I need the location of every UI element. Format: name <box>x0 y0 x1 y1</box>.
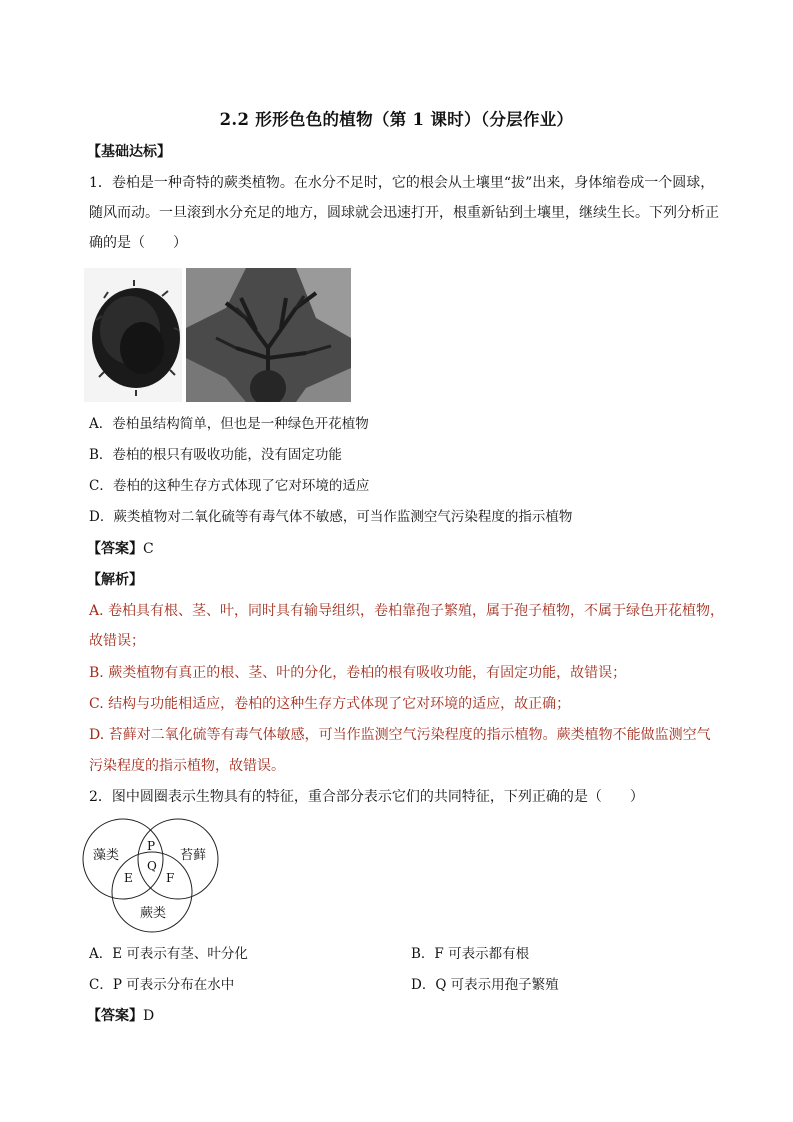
q2-option-a: A．E 可表示有茎、叶分化 <box>89 946 248 962</box>
q1-analysis-line-3: B. 蕨类植物有真正的根、茎、叶的分化，卷柏的根有吸收功能，有固定功能，故错误； <box>89 665 627 681</box>
section-heading: 【基础达标】 <box>87 144 171 160</box>
venn-label-e: E <box>124 871 133 885</box>
venn-label-q: Q <box>147 859 157 873</box>
q1-answer <box>87 539 154 559</box>
q1-option-b: B．卷柏的根只有吸收功能，没有固定功能 <box>89 447 342 463</box>
venn-label-algae: 藻类 <box>93 848 120 863</box>
q1-analysis-line-6: 污染程度的指示植物，故错误。 <box>89 758 285 774</box>
q1-option-d: D．蕨类植物对二氧化硫等有毒气体不敏感，可当作监测空气污染程度的指示植物 <box>89 509 573 525</box>
q2-option-c: C．P 可表示分布在水中 <box>89 977 235 993</box>
q1-stem-line-3: 确的是（ ） <box>89 235 187 251</box>
q1-analysis-line-1: A. 卷柏具有根、茎、叶，同时具有输导组织，卷柏靠孢子繁殖，属于孢子植物，不属于绿色开花植物， <box>89 603 725 619</box>
q2-stem: 2．图中圆圈表示生物具有的特征，重合部分表示它们的共同特征，下列正确的是（ ） <box>89 789 644 805</box>
q1-analysis-line-2: 故错误； <box>89 633 145 649</box>
q1-analysis-line-5: D. 苔藓对二氧化硫等有毒气体敏感，可当作监测空气污染程度的指示植物。蕨类植物不能做监测空气 <box>89 727 711 743</box>
venn-label-f: F <box>166 871 175 885</box>
q2-answer-value: D <box>143 1008 155 1024</box>
q1-analysis-line-4: C. 结构与功能相适应，卷柏的这种生存方式体现了它对环境的适应，故正确； <box>89 696 571 712</box>
open-selaginella-photo <box>186 268 351 402</box>
q1-stem-line-1: 1．卷柏是一种奇特的蕨类植物。在水分不足时，它的根会从土壤里“拔”出来，身体缩卷成一个圆球， <box>89 175 715 191</box>
q1-option-c: C．卷柏的这种生存方式体现了它对环境的适应 <box>89 478 370 494</box>
venn-label-moss: 苔藓 <box>180 848 207 863</box>
q2-option-b: B．F 可表示都有根 <box>411 946 530 962</box>
q2-answer <box>87 1006 154 1026</box>
q1-answer-value: C <box>143 541 154 557</box>
curled-selaginella-photo <box>84 268 182 402</box>
q2-option-d: D．Q 可表示用孢子繁殖 <box>411 977 559 993</box>
q1-analysis-label: 【解析】 <box>87 572 143 588</box>
venn-label-fern: 蕨类 <box>140 906 167 921</box>
q2-answer-label: 【答案】 <box>87 1008 143 1024</box>
venn-diagram <box>80 814 225 934</box>
q1-answer-label: 【答案】 <box>87 541 143 557</box>
q1-stem-line-2: 随风而动。一旦滚到水分充足的地方，圆球就会迅速打开，根重新钻到土壤里，继续生长。下列分析正 <box>89 205 719 221</box>
venn-label-p: P <box>147 839 156 853</box>
q1-option-a: A．卷柏虽结构简单，但也是一种绿色开花植物 <box>89 416 369 432</box>
page-title: 2.2 形形色色的植物（第 1 课时）（分层作业） <box>219 110 574 129</box>
